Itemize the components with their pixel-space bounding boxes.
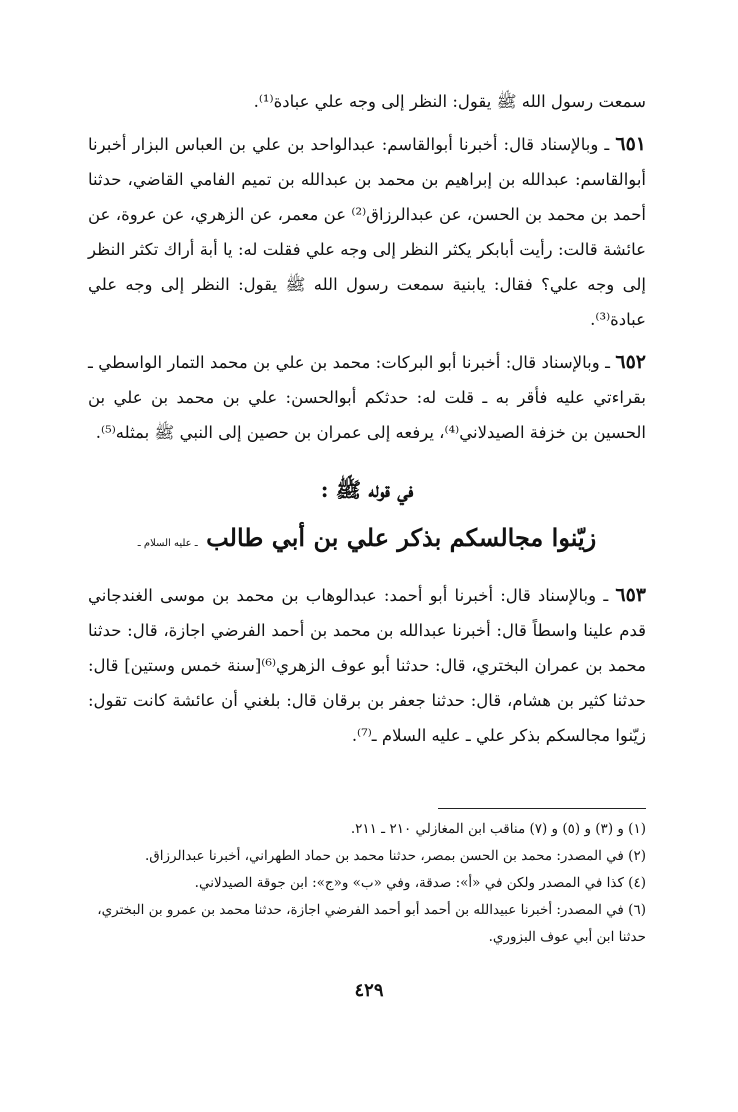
paragraph-652 <box>88 345 646 450</box>
section-heading-line2 <box>88 518 646 564</box>
hadith-text-652: ـ وبالإسناد قال: أخبرنا أبو البركات: محمد بن علي بن محمد التمار الواسطي ـ بقراءتي عليه فأقر به ـ قلت له: حدثكم أبوالحسن: علي بن محمد بن علي بن الحسين بن خزفة الصيدلاني⁽⁴⁾، يرفعه إلى عمران بن حصين إلى النبي ﷺ بمثله⁽⁵⁾. <box>88 353 646 442</box>
footnotes <box>88 816 646 951</box>
footnote-item: (٤) كذا في المصدر ولكن في «أ»: صدقة، وفي «ب» و«ج»: ابن جوقة الصيدلاني. <box>194 875 646 891</box>
hadith-number-651: ٦٥١ <box>615 133 646 155</box>
hadith-number-653: ٦٥٣ <box>615 584 646 606</box>
section-heading-main: زيّنوا مجالسكم بذكر علي بن أبي طالب <box>206 523 597 552</box>
paragraph-continuation: سمعت رسول الله ﷺ يقول: النظر إلى وجه علي عبادة⁽¹⁾. <box>253 92 646 111</box>
main-text <box>88 84 646 753</box>
paragraph-653 <box>88 578 646 753</box>
hadith-text-651: ـ وبالإسناد قال: أخبرنا أبوالقاسم: عبدالواحد بن علي بن العباس البزار أخبرنا أبوالقاسم: عبدالله بن إبراهيم بن محمد بن عبدالله بن تميم الفامي القاضي، حدثنا أحمد بن محمد بن الحسن، عن عبدالرزاق⁽²⁾ عن معمر، عن الزهري، عن عروة، عن عائشة قالت: رأيت أبابكر يكثر النظر إلى وجه علي فقلت له: يا أبة أراك تكثر النظر إلى وجه علي؟ فقال: يابنية سمعت رسول الله ﷺ يقول: النظر إلى وجه علي عبادة⁽³⁾. <box>88 135 646 329</box>
footnote-item: (٢) في المصدر: محمد بن الحسن بمصر، حدثنا محمد بن حماد الطهراني، أخبرنا عبدالرزاق. <box>145 848 646 864</box>
section-heading-line1: في قوله ﷺ : <box>320 477 414 502</box>
footnote-divider <box>438 808 646 809</box>
hadith-number-652: ٦٥٢ <box>615 351 646 373</box>
section-heading-salutation: ـ عليه السلام ـ <box>137 538 198 549</box>
footnote-item: (٦) في المصدر: أخبرنا عبيدالله بن أحمد أبو أحمد الفرضي اجازة، حدثنا محمد بن عمرو بن البختري، حدثنا ابن أبي عوف البزوري. <box>97 902 646 945</box>
paragraph-651 <box>88 127 646 337</box>
page-number: ٤٢٩ <box>354 980 384 1001</box>
hadith-text-653: ـ وبالإسناد قال: أخبرنا أبو أحمد: عبدالوهاب بن محمد بن موسى الغندجاني قدم علينا واسطاً قال: أخبرنا عبدالله بن محمد بن أحمد الفرضي اجازة، قال: حدثنا محمد بن عمران البختري، قال: حدثنا أبو عوف الزهري⁽⁶⁾[سنة خمس وستين] قال: حدثنا كثير بن هشام، قال: حدثنا جعفر بن برقان قال: بلغني أن عائشة كانت تقول: زيّنوا مجالسكم بذكر علي ـ عليه السلام ـ⁽⁷⁾. <box>88 586 646 745</box>
footnote-item: (١) و (٣) و (٥) و (٧) مناقب ابن المغازلي ٢١٠ ـ ٢١١. <box>350 821 646 837</box>
